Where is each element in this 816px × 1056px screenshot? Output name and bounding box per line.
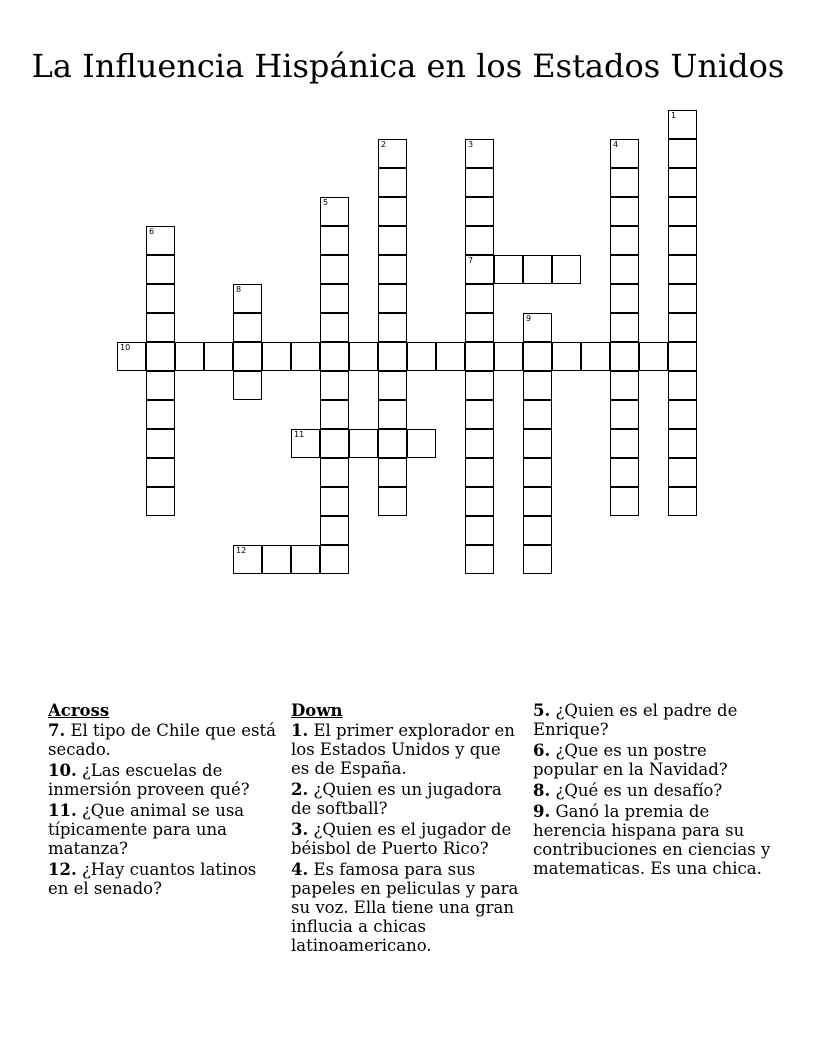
grid-cell[interactable] — [552, 255, 581, 284]
grid-cell[interactable] — [610, 197, 639, 226]
grid-cell[interactable] — [378, 487, 407, 516]
clue-number: 5 — [323, 198, 329, 207]
clue-text: ¿Quien es el jugador de béisbol de Puerto Rico? — [291, 820, 512, 858]
grid-cell[interactable] — [523, 516, 552, 545]
grid-cell[interactable] — [610, 371, 639, 400]
grid-cell[interactable] — [233, 545, 262, 574]
grid-cell[interactable] — [610, 226, 639, 255]
across-clue — [48, 721, 280, 759]
grid-cell[interactable] — [523, 313, 552, 342]
grid-cell[interactable] — [349, 342, 378, 371]
grid-cell[interactable] — [465, 226, 494, 255]
down-clues — [291, 701, 523, 957]
grid-cell[interactable] — [291, 342, 320, 371]
grid-cell[interactable] — [465, 487, 494, 516]
clue-text: Es famosa para sus papeles en peliculas y para su voz. Ella tiene una gran influcia a chicas latinoamericano. — [291, 860, 519, 955]
grid-cell[interactable] — [436, 342, 465, 371]
clue-number: 9. — [533, 802, 551, 821]
grid-cell[interactable] — [233, 313, 262, 342]
grid-cell[interactable] — [378, 255, 407, 284]
clue-number: 5. — [533, 701, 551, 720]
grid-cell[interactable] — [494, 342, 523, 371]
grid-cell[interactable] — [668, 284, 697, 313]
grid-cell[interactable] — [523, 371, 552, 400]
grid-cell[interactable] — [349, 429, 378, 458]
grid-cell[interactable] — [465, 516, 494, 545]
clue-number: 4. — [291, 860, 309, 879]
grid-cell[interactable] — [465, 545, 494, 574]
down-clue — [533, 781, 773, 800]
grid-cell[interactable] — [378, 429, 407, 458]
down-clue — [291, 820, 523, 858]
page-title: La Influencia Hispánica en los Estados Unidos — [31, 47, 785, 85]
grid-cell[interactable] — [523, 342, 552, 371]
grid-cell[interactable] — [610, 168, 639, 197]
grid-cell[interactable] — [146, 313, 175, 342]
grid-cell[interactable] — [523, 400, 552, 429]
grid-cell[interactable] — [465, 400, 494, 429]
clue-text: El primer explorador en los Estados Unidos y que es de España. — [291, 721, 515, 778]
grid-cell[interactable] — [465, 139, 494, 168]
grid-cell[interactable] — [668, 487, 697, 516]
grid-cell[interactable] — [291, 545, 320, 574]
grid-cell[interactable] — [465, 429, 494, 458]
across-clue — [48, 761, 280, 799]
grid-cell[interactable] — [668, 313, 697, 342]
grid-cell[interactable] — [378, 371, 407, 400]
clue-number: 3 — [468, 140, 474, 149]
clue-number: 1. — [291, 721, 309, 740]
clue-number: 7. — [48, 721, 66, 740]
down-clues-continued — [533, 701, 773, 880]
grid-cell[interactable] — [175, 342, 204, 371]
grid-cell[interactable] — [668, 400, 697, 429]
grid-cell[interactable] — [523, 255, 552, 284]
clue-number: 8. — [533, 781, 551, 800]
clue-number: 2. — [291, 780, 309, 799]
clue-number: 11. — [48, 801, 77, 820]
grid-cell[interactable] — [610, 139, 639, 168]
across-clue — [48, 860, 280, 898]
grid-cell[interactable] — [378, 139, 407, 168]
clue-number: 12. — [48, 860, 77, 879]
grid-cell[interactable] — [320, 487, 349, 516]
grid-cell[interactable] — [146, 371, 175, 400]
down-clue — [533, 802, 773, 878]
grid-cell[interactable] — [465, 371, 494, 400]
grid-cell[interactable] — [610, 284, 639, 313]
grid-cell[interactable] — [523, 429, 552, 458]
grid-cell[interactable] — [378, 226, 407, 255]
down-clue — [291, 860, 523, 955]
grid-cell[interactable] — [610, 400, 639, 429]
grid-cell[interactable] — [610, 429, 639, 458]
grid-cell[interactable] — [204, 342, 233, 371]
grid-cell[interactable] — [552, 342, 581, 371]
grid-cell[interactable] — [378, 313, 407, 342]
clue-number: 7 — [468, 256, 474, 265]
grid-cell[interactable] — [378, 284, 407, 313]
grid-cell[interactable] — [523, 487, 552, 516]
grid-cell[interactable] — [320, 400, 349, 429]
down-heading: Down — [291, 701, 343, 720]
grid-cell[interactable] — [465, 313, 494, 342]
clue-number: 2 — [381, 140, 387, 149]
grid-cell[interactable] — [320, 255, 349, 284]
down-clue — [533, 701, 773, 739]
grid-cell[interactable] — [610, 255, 639, 284]
grid-cell[interactable] — [668, 255, 697, 284]
grid-cell[interactable] — [146, 226, 175, 255]
grid-cell[interactable] — [320, 458, 349, 487]
grid-cell[interactable] — [668, 429, 697, 458]
clue-number: 6 — [149, 227, 155, 236]
clue-number: 11 — [294, 430, 305, 439]
grid-cell[interactable] — [320, 516, 349, 545]
grid-cell[interactable] — [146, 487, 175, 516]
grid-cell[interactable] — [610, 313, 639, 342]
grid-cell[interactable] — [465, 168, 494, 197]
grid-cell[interactable] — [233, 342, 262, 371]
grid-cell[interactable] — [465, 342, 494, 371]
grid-cell[interactable] — [320, 545, 349, 574]
clue-number: 4 — [613, 140, 619, 149]
grid-cell[interactable] — [668, 110, 697, 139]
grid-cell[interactable] — [146, 255, 175, 284]
grid-cell[interactable] — [320, 342, 349, 371]
grid-cell[interactable] — [233, 284, 262, 313]
grid-cell[interactable] — [465, 255, 494, 284]
grid-cell[interactable] — [639, 342, 668, 371]
grid-cell[interactable] — [668, 197, 697, 226]
grid-cell[interactable] — [146, 284, 175, 313]
clue-number: 3. — [291, 820, 309, 839]
grid-cell[interactable] — [494, 255, 523, 284]
grid-cell[interactable] — [233, 371, 262, 400]
clue-number: 9 — [526, 314, 532, 323]
clue-text: ¿Las escuelas de inmersión proveen qué? — [48, 761, 250, 799]
grid-cell[interactable] — [320, 313, 349, 342]
grid-cell[interactable] — [378, 458, 407, 487]
grid-cell[interactable] — [146, 342, 175, 371]
across-clue — [48, 801, 280, 858]
down-clue — [291, 780, 523, 818]
grid-cell[interactable] — [465, 284, 494, 313]
grid-cell[interactable] — [465, 458, 494, 487]
grid-cell[interactable] — [378, 168, 407, 197]
clue-text: ¿Hay cuantos latinos en el senado? — [48, 860, 257, 898]
grid-cell[interactable] — [465, 197, 494, 226]
clue-number: 10. — [48, 761, 77, 780]
across-clues — [48, 701, 280, 900]
grid-cell[interactable] — [668, 168, 697, 197]
grid-cell[interactable] — [668, 458, 697, 487]
grid-cell[interactable] — [262, 545, 291, 574]
clue-number: 10 — [120, 343, 131, 352]
grid-cell[interactable] — [407, 342, 436, 371]
grid-cell[interactable] — [262, 342, 291, 371]
grid-cell[interactable] — [581, 342, 610, 371]
clue-text: ¿Quien es un jugadora de softball? — [291, 780, 502, 818]
grid-cell[interactable] — [378, 342, 407, 371]
clue-text: El tipo de Chile que está secado. — [48, 721, 276, 759]
grid-cell[interactable] — [610, 458, 639, 487]
down-clue — [533, 741, 773, 779]
grid-cell[interactable] — [523, 458, 552, 487]
clue-text: ¿Qué es un desafío? — [550, 781, 723, 800]
grid-cell[interactable] — [320, 284, 349, 313]
clue-text: ¿Quien es el padre de Enrique? — [533, 701, 738, 739]
grid-cell[interactable] — [523, 545, 552, 574]
grid-cell[interactable] — [668, 342, 697, 371]
grid-cell[interactable] — [668, 139, 697, 168]
clue-text: ¿Que es un postre popular en la Navidad? — [533, 741, 728, 779]
grid-cell[interactable] — [378, 197, 407, 226]
clue-number: 12 — [236, 546, 247, 555]
across-heading: Across — [48, 701, 110, 720]
grid-cell[interactable] — [610, 487, 639, 516]
down-clue — [291, 721, 523, 778]
grid-cell[interactable] — [320, 197, 349, 226]
grid-cell[interactable] — [407, 429, 436, 458]
grid-cell[interactable] — [146, 429, 175, 458]
grid-cell[interactable] — [668, 226, 697, 255]
grid-cell[interactable] — [320, 226, 349, 255]
grid-cell[interactable] — [378, 400, 407, 429]
clue-number: 6. — [533, 741, 551, 760]
clue-number: 8 — [236, 285, 242, 294]
grid-cell[interactable] — [610, 342, 639, 371]
grid-cell[interactable] — [117, 342, 146, 371]
grid-cell[interactable] — [146, 400, 175, 429]
clue-number: 1 — [671, 111, 677, 120]
grid-cell[interactable] — [668, 371, 697, 400]
grid-cell[interactable] — [320, 371, 349, 400]
clue-text: Ganó la premia de herencia hispana para su contribuciones en ciencias y matematicas. Es una chica. — [533, 802, 771, 878]
grid-cell[interactable] — [320, 429, 349, 458]
grid-cell[interactable] — [291, 429, 320, 458]
clue-text: ¿Que animal se usa típicamente para una matanza? — [48, 801, 245, 858]
grid-cell[interactable] — [146, 458, 175, 487]
